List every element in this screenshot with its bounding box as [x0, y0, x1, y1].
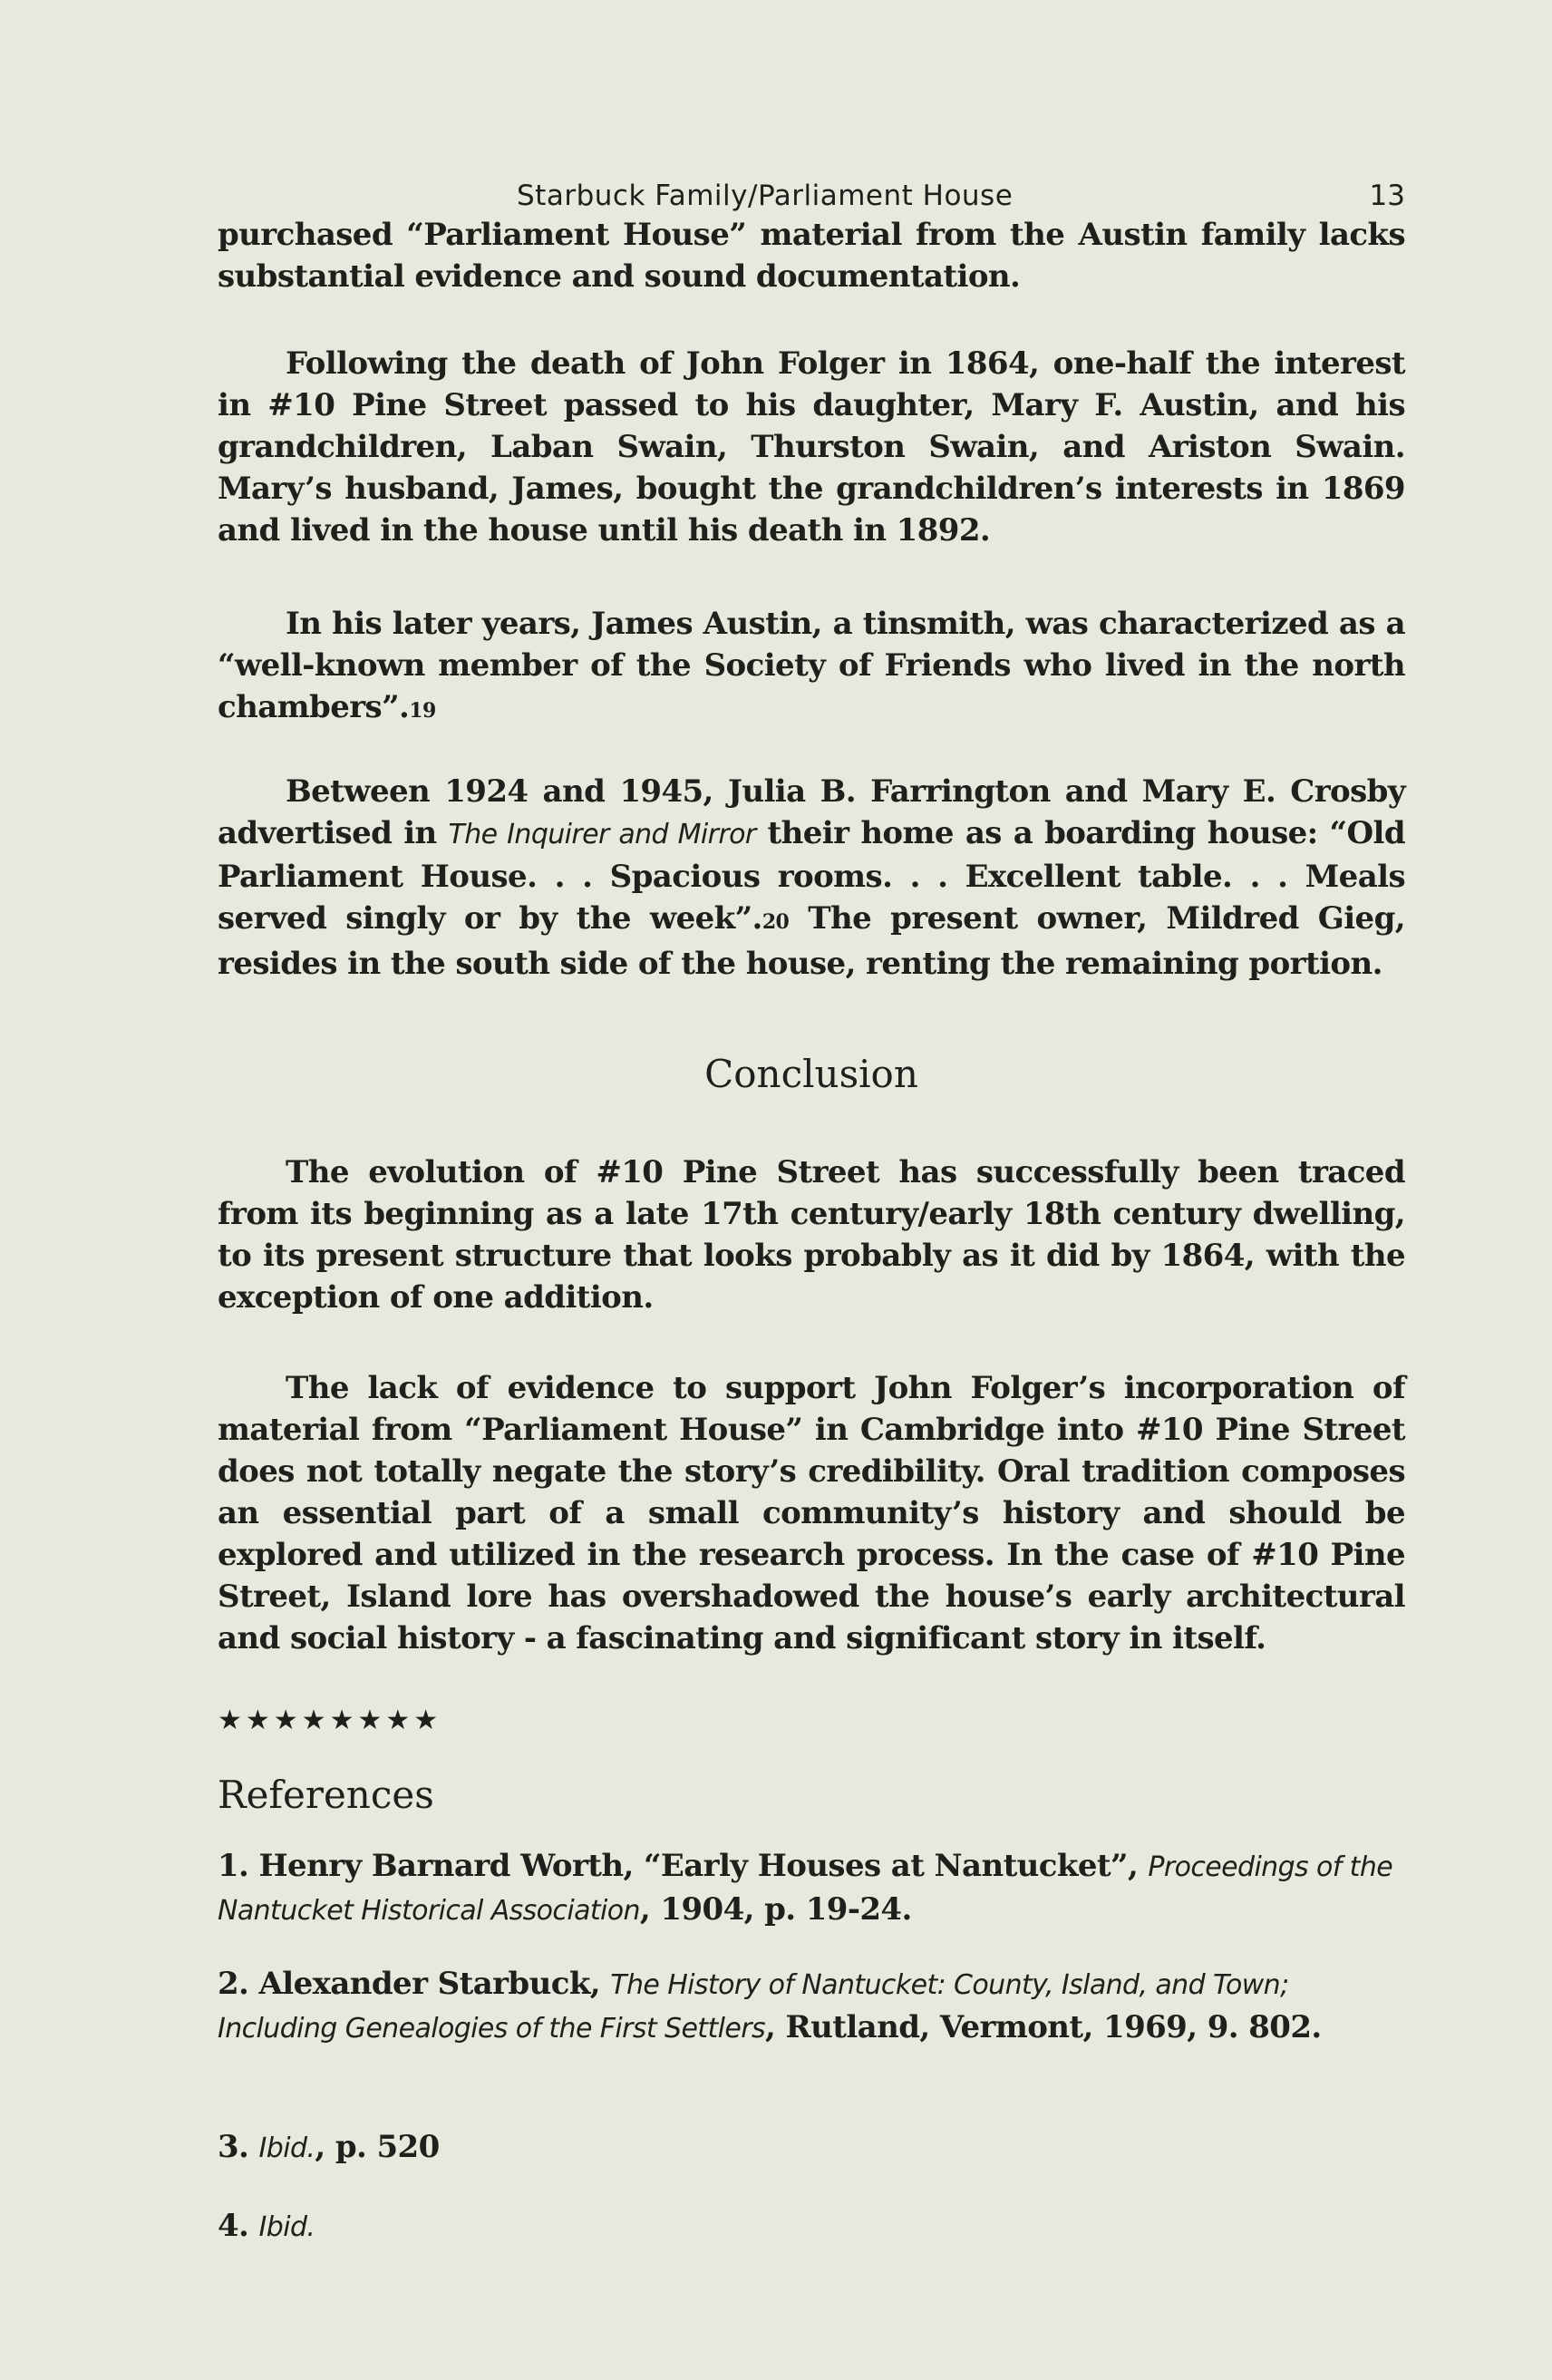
- newspaper-title: The Inquirer and Mirror: [448, 819, 756, 850]
- reference-1-source: Proceedings of the Nantucket Historical Association: [218, 1851, 1393, 1927]
- reference-4-ibid: Ibid.: [258, 2211, 315, 2243]
- reference-2: [218, 1963, 1405, 2050]
- reference-3-ibid: Ibid.: [258, 2132, 315, 2164]
- footnote-ref-20: 20: [761, 910, 790, 934]
- paragraph-4-text-c: The present owner, Mildred Gieg, resides in the south side of the house, renting the remaining portion.: [218, 900, 1405, 982]
- references-heading: References: [218, 1773, 434, 1817]
- reference-2-details: , Rutland, Vermont, 1969, 9. 802.: [764, 2009, 1322, 2045]
- reference-3-number: 3.: [218, 2129, 259, 2165]
- paragraph-3-text: In his later years, James Austin, a tinsmith, was characterized as a “well-known member of the Society of Friends who lived in the north chambers”.: [218, 606, 1405, 725]
- reference-1-details: , 1904, p. 19-24.: [639, 1891, 912, 1928]
- reference-1-author: 1. Henry Barnard Worth, “Early Houses at Nantucket”,: [218, 1848, 1149, 1884]
- paragraph-1: purchased “Parliament House” material from the Austin family lacks substantial evidence and sound documentation.: [218, 217, 1405, 295]
- reference-4-number: 4.: [218, 2208, 259, 2244]
- reference-1: [218, 1845, 1405, 1932]
- reference-3: [218, 2126, 1405, 2170]
- paragraph-2: Following the death of John Folger in 1864, one-half the interest in #10 Pine Street passed to his daughter, Mary F. Austin, and his grandchildren, Laban Swain, Thurston Swain, and Ariston Swain. Mary’s husband, James, bought the grandchildren’s interests in 1869 and lived in the house until his death in 1892.: [218, 345, 1405, 549]
- paragraph-4: [218, 771, 1405, 985]
- paragraph-4-text-a: Between 1924 and 1945, Julia B. Farrington and Mary E. Crosby advertised in: [218, 773, 1405, 851]
- paragraph-4-text-b: their home as a boarding house: “Old Parliament House. . . Spacious rooms. . . Excellent table. . . Meals served singly or by the week”.: [218, 815, 1405, 937]
- conclusion-paragraph-1: The evolution of #10 Pine Street has successfully been traced from its beginning as a late 17th century/early 18th century dwelling, to its present structure that looks probably as it did by 1864, with the exception of one addition.: [218, 1154, 1405, 1316]
- reference-2-source: The History of Nantucket: County, Island, and Town; Including Genealogies of the First Settlers: [218, 1969, 1289, 2045]
- reference-4: [218, 2205, 1405, 2249]
- paragraph-3: [218, 603, 1405, 732]
- reference-2-author: 2. Alexander Starbuck,: [218, 1966, 611, 2002]
- reference-3-page: , p. 520: [315, 2129, 440, 2165]
- running-title: Starbuck Family/Parliament House: [517, 180, 1014, 212]
- conclusion-heading: Conclusion: [704, 1052, 918, 1096]
- star-divider: ★★★★★★★★: [218, 1705, 442, 1736]
- conclusion-paragraph-2: The lack of evidence to support John Folger’s incorporation of material from “Parliament House” in Cambridge into #10 Pine Street does not totally negate the story’s credibility. Oral tradition composes an essential part of a small community’s history and should be explored and utilized in the research process. In the case of #10 Pine Street, Island lore has overshadowed the house’s early architectural and social history - a fascinating and significant story in itself.: [218, 1370, 1405, 1656]
- page-number: 13: [1369, 180, 1405, 212]
- footnote-ref-19: 19: [409, 699, 436, 723]
